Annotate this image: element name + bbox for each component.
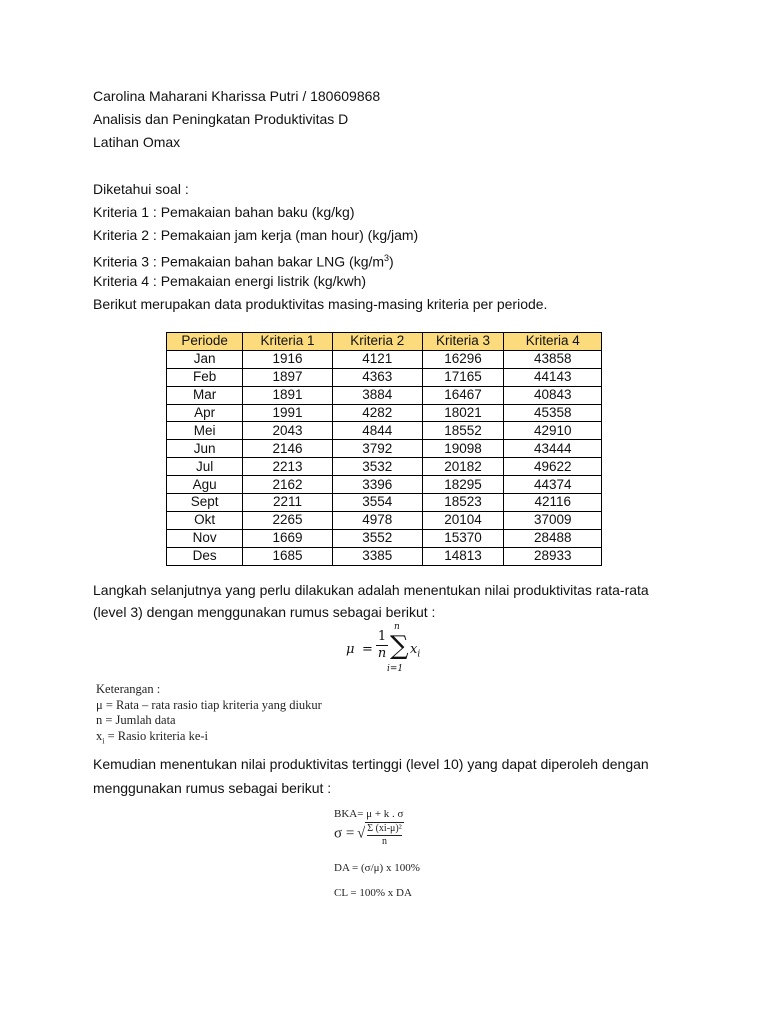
value-cell: 3884 <box>332 386 422 404</box>
period-cell: Feb <box>167 368 243 386</box>
value-cell: 3385 <box>332 547 422 565</box>
legend-notes <box>96 682 322 749</box>
notes-xi-sub: i <box>102 736 105 745</box>
criteria-3-text: Kriteria 3 : Pemakaian bahan bakar LNG (kg/m <box>93 253 385 270</box>
notes-xi-text: = Rasio kriteria ke-i <box>104 728 209 743</box>
topic-line: Latihan Omax <box>93 134 181 150</box>
period-cell: Nov <box>167 529 243 547</box>
table-row <box>167 386 602 404</box>
value-cell: 1991 <box>243 404 333 422</box>
table-row <box>167 404 602 422</box>
value-cell: 2213 <box>243 458 333 476</box>
step2-line2: menggunakan rumus sebagai berikut : <box>93 780 332 796</box>
notes-mu: μ = Rata – rata rasio tiap kriteria yang diukur <box>96 697 322 712</box>
sigma-formula <box>334 822 404 848</box>
value-cell: 16296 <box>422 350 504 368</box>
notes-n: n = Jumlah data <box>96 713 176 727</box>
sum-lower-limit: i=1 <box>387 664 404 674</box>
value-cell: 4978 <box>332 511 422 529</box>
period-cell: Apr <box>167 404 243 422</box>
value-cell: 1897 <box>243 368 333 386</box>
table-row <box>167 529 602 547</box>
value-cell: 4363 <box>332 368 422 386</box>
value-cell: 1891 <box>243 386 333 404</box>
value-cell: 2146 <box>243 440 333 458</box>
sigma-numerator: Σ (xi-μ)² <box>367 823 402 834</box>
value-cell: 1916 <box>243 350 333 368</box>
value-cell: 42116 <box>504 494 602 512</box>
period-cell: Agu <box>167 476 243 494</box>
sigma-lhs: σ = <box>334 825 355 842</box>
formula-equals: = <box>362 642 373 657</box>
da-formula: DA = (σ/μ) x 100% <box>334 862 420 874</box>
value-cell: 4844 <box>332 422 422 440</box>
value-cell: 45358 <box>504 404 602 422</box>
table-row <box>167 350 602 368</box>
table-row <box>167 368 602 386</box>
criteria-1: Kriteria 1 : Pemakaian bahan baku (kg/kg) <box>93 204 355 220</box>
value-cell: 18295 <box>422 476 504 494</box>
value-cell: 2043 <box>243 422 333 440</box>
criteria-3-sup: 3 <box>384 253 390 263</box>
sigma-fraction <box>365 822 403 848</box>
value-cell: 1685 <box>243 547 333 565</box>
notes-xi <box>96 729 322 749</box>
value-cell: 37009 <box>504 511 602 529</box>
summand <box>410 642 420 660</box>
header-cell: Periode <box>167 333 243 351</box>
bka-formula: BKA= μ + k . σ <box>334 808 404 820</box>
sqrt-icon: √ <box>357 825 366 842</box>
value-cell: 18552 <box>422 422 504 440</box>
table-row <box>167 458 602 476</box>
table-row <box>167 494 602 512</box>
period-cell: Mei <box>167 422 243 440</box>
table-row <box>167 422 602 440</box>
value-cell: 3792 <box>332 440 422 458</box>
value-cell: 2162 <box>243 476 333 494</box>
value-cell: 20104 <box>422 511 504 529</box>
period-cell: Jun <box>167 440 243 458</box>
value-cell: 3554 <box>332 494 422 512</box>
value-cell: 2265 <box>243 511 333 529</box>
value-cell: 44143 <box>504 368 602 386</box>
value-cell: 3396 <box>332 476 422 494</box>
value-cell: 20182 <box>422 458 504 476</box>
summation-icon: ∑ <box>390 631 409 661</box>
fraction-denominator: n <box>377 646 387 661</box>
criteria-2: Kriteria 2 : Pemakaian jam kerja (man hour) (kg/jam) <box>93 227 419 243</box>
value-cell: 43444 <box>504 440 602 458</box>
value-cell: 3532 <box>332 458 422 476</box>
cl-formula: CL = 100% x DA <box>334 887 412 899</box>
value-cell: 28933 <box>504 547 602 565</box>
step1-line1: Langkah selanjutnya yang perlu dilakukan adalah menentukan nilai produktivitas rata-rata <box>93 582 649 598</box>
value-cell: 43858 <box>504 350 602 368</box>
value-cell: 42910 <box>504 422 602 440</box>
summand-x: x <box>410 642 418 657</box>
table-row <box>167 476 602 494</box>
table-row <box>167 440 602 458</box>
value-cell: 18523 <box>422 494 504 512</box>
criteria-3-suffix: ) <box>389 253 394 270</box>
period-cell: Jan <box>167 350 243 368</box>
value-cell: 17165 <box>422 368 504 386</box>
given-intro: Diketahui soal : <box>93 181 189 197</box>
notes-title: Keterangan : <box>96 682 161 696</box>
period-cell: Jul <box>167 458 243 476</box>
course-line: Analisis dan Peningkatan Produktivitas D <box>93 111 349 127</box>
value-cell: 4121 <box>332 350 422 368</box>
value-cell: 49622 <box>504 458 602 476</box>
criteria-3 <box>93 250 394 270</box>
table-header-row <box>167 333 602 351</box>
step2-line1: Kemudian menentukan nilai produktivitas tertinggi (level 10) yang dapat diperoleh dengan <box>93 756 649 772</box>
notes-xi-x: x <box>96 728 103 743</box>
header-cell: Kriteria 4 <box>504 333 602 351</box>
period-cell: Okt <box>167 511 243 529</box>
value-cell: 3552 <box>332 529 422 547</box>
table-row <box>167 511 602 529</box>
period-cell: Sept <box>167 494 243 512</box>
value-cell: 19098 <box>422 440 504 458</box>
value-cell: 28488 <box>504 529 602 547</box>
period-cell: Des <box>167 547 243 565</box>
step1-line2: (level 3) dengan menggunakan rumus sebagai berikut : <box>93 604 436 620</box>
value-cell: 40843 <box>504 386 602 404</box>
value-cell: 15370 <box>422 529 504 547</box>
value-cell: 1669 <box>243 529 333 547</box>
formula-fraction <box>376 630 388 661</box>
sigma-denominator: n <box>382 836 387 847</box>
value-cell: 14813 <box>422 547 504 565</box>
author-line: Carolina Maharani Kharissa Putri / 180609868 <box>93 88 381 104</box>
sum-upper-limit: n <box>394 622 400 632</box>
value-cell: 16467 <box>422 386 504 404</box>
value-cell: 44374 <box>504 476 602 494</box>
formula-mu-symbol: μ <box>346 642 355 657</box>
productivity-table <box>166 332 602 566</box>
header-cell: Kriteria 2 <box>332 333 422 351</box>
value-cell: 2211 <box>243 494 333 512</box>
value-cell: 18021 <box>422 404 504 422</box>
criteria-4: Kriteria 4 : Pemakaian energi listrik (kg/kwh) <box>93 273 367 289</box>
period-cell: Mar <box>167 386 243 404</box>
data-intro: Berikut merupakan data produktivitas masing-masing kriteria per periode. <box>93 296 548 312</box>
table-body <box>167 350 602 565</box>
table-row <box>167 547 602 565</box>
header-cell: Kriteria 3 <box>422 333 504 351</box>
header-cell: Kriteria 1 <box>243 333 333 351</box>
fraction-numerator: 1 <box>377 629 387 644</box>
summand-sub: i <box>417 649 421 660</box>
value-cell: 4282 <box>332 404 422 422</box>
